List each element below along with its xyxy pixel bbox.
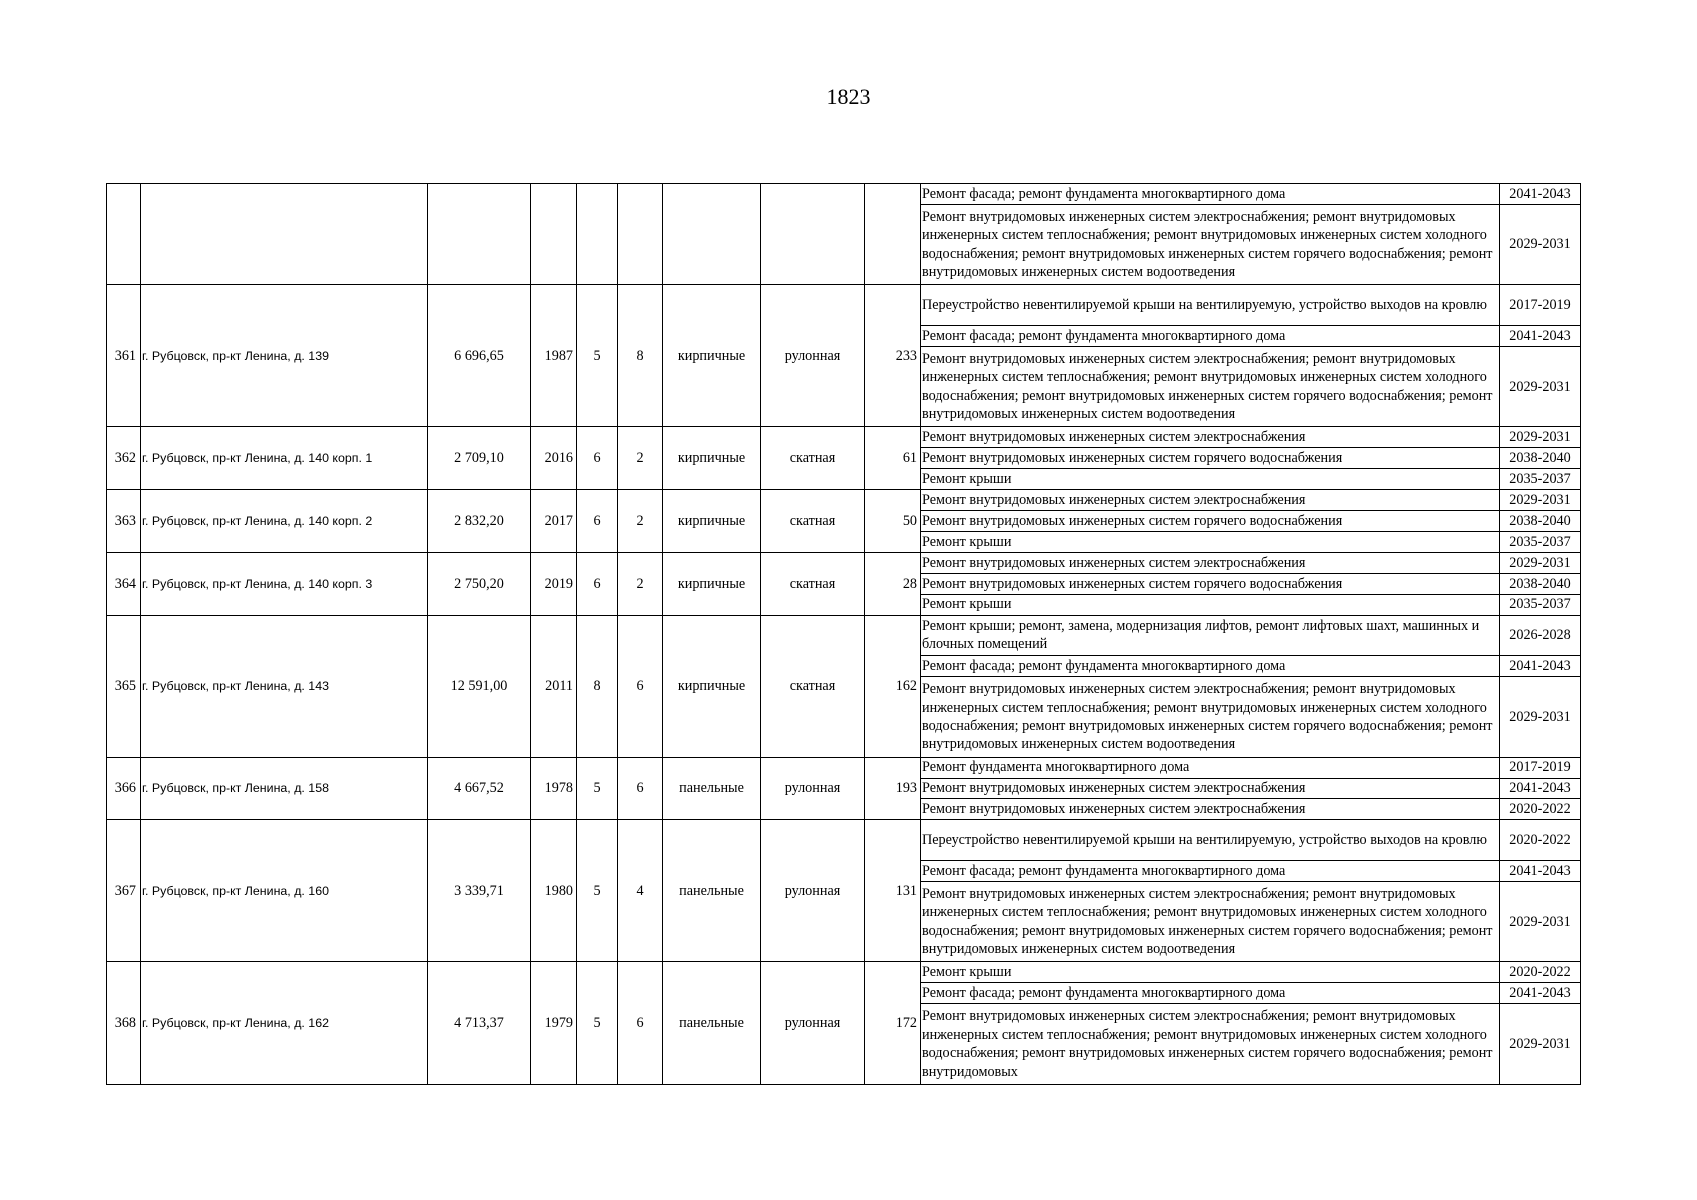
row-number xyxy=(107,184,141,285)
work-description: Ремонт фасада; ремонт фундамента многоквартирного дома xyxy=(921,656,1500,677)
entrances-cell: 6 xyxy=(618,615,663,757)
page-number: 1823 xyxy=(826,84,871,109)
table-row xyxy=(107,552,1581,573)
floors-cell: 6 xyxy=(577,427,618,490)
work-description: Ремонт внутридомовых инженерных систем электроснабжения; ремонт внутридомовых инженерных систем теплоснабжения; ремонт внутридомовых инженерных систем холодного водоснабжения; ремонт внутридомовых инженерных систем горячего водоснабжения; ремонт внутридомовых инженерных систем водоотведения xyxy=(921,346,1500,426)
work-period: 2029-2031 xyxy=(1500,552,1581,573)
work-period: 2041-2043 xyxy=(1500,778,1581,799)
work-period: 2035-2037 xyxy=(1500,469,1581,490)
year-cell: 1987 xyxy=(531,285,577,427)
year-cell: 2019 xyxy=(531,552,577,615)
work-period: 2017-2019 xyxy=(1500,757,1581,778)
roof-cell: рулонная xyxy=(761,757,865,820)
address-cell: г. Рубцовск, пр-кт Ленина, д. 139 xyxy=(141,285,428,427)
table-row xyxy=(107,615,1581,656)
year-cell: 1980 xyxy=(531,820,577,962)
work-description: Ремонт внутридомовых инженерных систем горячего водоснабжения xyxy=(921,511,1500,532)
area-cell: 2 750,20 xyxy=(428,552,531,615)
walls-cell: панельные xyxy=(663,820,761,962)
work-period: 2035-2037 xyxy=(1500,531,1581,552)
work-description: Ремонт крыши xyxy=(921,594,1500,615)
work-period: 2038-2040 xyxy=(1500,511,1581,532)
row-number: 367 xyxy=(107,820,141,962)
roof-cell: рулонная xyxy=(761,285,865,427)
residents-cell: 50 xyxy=(865,490,921,553)
walls-cell: кирпичные xyxy=(663,552,761,615)
residents-cell: 172 xyxy=(865,962,921,1085)
work-period: 2029-2031 xyxy=(1500,882,1581,962)
table-row xyxy=(107,962,1581,983)
work-description: Ремонт фундамента многоквартирного дома xyxy=(921,757,1500,778)
table-row xyxy=(107,820,1581,861)
work-description: Переустройство невентилируемой крыши на вентилируемую, устройство выходов на кровлю xyxy=(921,285,1500,326)
roof-cell xyxy=(761,184,865,285)
floors-cell: 6 xyxy=(577,490,618,553)
work-period: 2026-2028 xyxy=(1500,615,1581,656)
work-description: Ремонт внутридомовых инженерных систем электроснабжения xyxy=(921,552,1500,573)
work-description: Ремонт крыши xyxy=(921,962,1500,983)
work-period: 2041-2043 xyxy=(1500,184,1581,205)
work-description: Ремонт крыши xyxy=(921,469,1500,490)
work-description: Ремонт внутридомовых инженерных систем электроснабжения xyxy=(921,427,1500,448)
address-cell: г. Рубцовск, пр-кт Ленина, д. 158 xyxy=(141,757,428,820)
roof-cell: скатная xyxy=(761,552,865,615)
work-period: 2020-2022 xyxy=(1500,962,1581,983)
row-number: 361 xyxy=(107,285,141,427)
table-row xyxy=(107,427,1581,448)
year-cell: 2011 xyxy=(531,615,577,757)
work-period: 2029-2031 xyxy=(1500,204,1581,284)
work-description: Ремонт внутридомовых инженерных систем электроснабжения; ремонт внутридомовых инженерных систем теплоснабжения; ремонт внутридомовых инженерных систем холодного водоснабжения; ремонт внутридомовых инженерных систем горячего водоснабжения; ремонт внутридомовых xyxy=(921,1004,1500,1085)
entrances-cell: 6 xyxy=(618,962,663,1085)
row-number: 365 xyxy=(107,615,141,757)
residents-cell: 162 xyxy=(865,615,921,757)
entrances-cell: 8 xyxy=(618,285,663,427)
floors-cell xyxy=(577,184,618,285)
table-row xyxy=(107,184,1581,205)
area-cell: 4 713,37 xyxy=(428,962,531,1085)
roof-cell: рулонная xyxy=(761,962,865,1085)
work-description: Ремонт внутридомовых инженерных систем электроснабжения; ремонт внутридомовых инженерных систем теплоснабжения; ремонт внутридомовых инженерных систем холодного водоснабжения; ремонт внутридомовых инженерных систем горячего водоснабжения; ремонт внутридомовых инженерных систем водоотведения xyxy=(921,677,1500,757)
walls-cell xyxy=(663,184,761,285)
area-cell: 4 667,52 xyxy=(428,757,531,820)
residents-cell: 61 xyxy=(865,427,921,490)
residents-cell: 193 xyxy=(865,757,921,820)
year-cell: 2016 xyxy=(531,427,577,490)
work-description: Ремонт внутридомовых инженерных систем электроснабжения xyxy=(921,490,1500,511)
row-number: 362 xyxy=(107,427,141,490)
work-period: 2035-2037 xyxy=(1500,594,1581,615)
row-number: 368 xyxy=(107,962,141,1085)
area-cell: 6 696,65 xyxy=(428,285,531,427)
residents-cell: 28 xyxy=(865,552,921,615)
residents-cell xyxy=(865,184,921,285)
row-number: 363 xyxy=(107,490,141,553)
address-cell: г. Рубцовск, пр-кт Ленина, д. 140 корп. 3 xyxy=(141,552,428,615)
table-row xyxy=(107,285,1581,326)
year-cell: 1978 xyxy=(531,757,577,820)
work-description: Ремонт крыши xyxy=(921,531,1500,552)
work-period: 2041-2043 xyxy=(1500,656,1581,677)
entrances-cell: 2 xyxy=(618,427,663,490)
floors-cell: 5 xyxy=(577,820,618,962)
work-period: 2029-2031 xyxy=(1500,677,1581,757)
work-period: 2041-2043 xyxy=(1500,326,1581,347)
entrances-cell xyxy=(618,184,663,285)
address-cell: г. Рубцовск, пр-кт Ленина, д. 143 xyxy=(141,615,428,757)
entrances-cell: 6 xyxy=(618,757,663,820)
work-period: 2029-2031 xyxy=(1500,346,1581,426)
address-cell: г. Рубцовск, пр-кт Ленина, д. 160 xyxy=(141,820,428,962)
work-description: Ремонт фасада; ремонт фундамента многоквартирного дома xyxy=(921,983,1500,1004)
floors-cell: 8 xyxy=(577,615,618,757)
work-period: 2029-2031 xyxy=(1500,490,1581,511)
work-description: Ремонт крыши; ремонт, замена, модернизация лифтов, ремонт лифтовых шахт, машинных и блочных помещений xyxy=(921,615,1500,656)
row-number: 366 xyxy=(107,757,141,820)
walls-cell: панельные xyxy=(663,962,761,1085)
entrances-cell: 2 xyxy=(618,552,663,615)
year-cell xyxy=(531,184,577,285)
walls-cell: кирпичные xyxy=(663,285,761,427)
work-period: 2041-2043 xyxy=(1500,983,1581,1004)
work-description: Ремонт фасада; ремонт фундамента многоквартирного дома xyxy=(921,861,1500,882)
address-cell: г. Рубцовск, пр-кт Ленина, д. 162 xyxy=(141,962,428,1085)
walls-cell: кирпичные xyxy=(663,615,761,757)
work-description: Ремонт внутридомовых инженерных систем электроснабжения xyxy=(921,799,1500,820)
address-cell: г. Рубцовск, пр-кт Ленина, д. 140 корп. 2 xyxy=(141,490,428,553)
residents-cell: 131 xyxy=(865,820,921,962)
work-period: 2038-2040 xyxy=(1500,573,1581,594)
work-period: 2017-2019 xyxy=(1500,285,1581,326)
work-description: Ремонт внутридомовых инженерных систем электроснабжения xyxy=(921,778,1500,799)
area-cell: 2 709,10 xyxy=(428,427,531,490)
work-period: 2041-2043 xyxy=(1500,861,1581,882)
housing-repair-table xyxy=(106,183,1581,1085)
work-period: 2020-2022 xyxy=(1500,820,1581,861)
address-cell xyxy=(141,184,428,285)
work-description: Ремонт фасада; ремонт фундамента многоквартирного дома xyxy=(921,326,1500,347)
area-cell: 3 339,71 xyxy=(428,820,531,962)
row-number: 364 xyxy=(107,552,141,615)
work-period: 2020-2022 xyxy=(1500,799,1581,820)
work-description: Ремонт внутридомовых инженерных систем электроснабжения; ремонт внутридомовых инженерных систем теплоснабжения; ремонт внутридомовых инженерных систем холодного водоснабжения; ремонт внутридомовых инженерных систем горячего водоснабжения; ремонт внутридомовых инженерных систем водоотведения xyxy=(921,204,1500,284)
entrances-cell: 4 xyxy=(618,820,663,962)
floors-cell: 5 xyxy=(577,962,618,1085)
floors-cell: 5 xyxy=(577,285,618,427)
roof-cell: скатная xyxy=(761,615,865,757)
walls-cell: кирпичные xyxy=(663,490,761,553)
floors-cell: 5 xyxy=(577,757,618,820)
roof-cell: рулонная xyxy=(761,820,865,962)
walls-cell: панельные xyxy=(663,757,761,820)
work-description: Ремонт внутридомовых инженерных систем электроснабжения; ремонт внутридомовых инженерных систем теплоснабжения; ремонт внутридомовых инженерных систем холодного водоснабжения; ремонт внутридомовых инженерных систем горячего водоснабжения; ремонт внутридомовых инженерных систем водоотведения xyxy=(921,882,1500,962)
work-period: 2029-2031 xyxy=(1500,427,1581,448)
table-row xyxy=(107,490,1581,511)
area-cell xyxy=(428,184,531,285)
area-cell: 12 591,00 xyxy=(428,615,531,757)
floors-cell: 6 xyxy=(577,552,618,615)
work-description: Ремонт внутридомовых инженерных систем горячего водоснабжения xyxy=(921,573,1500,594)
work-description: Ремонт фасада; ремонт фундамента многоквартирного дома xyxy=(921,184,1500,205)
walls-cell: кирпичные xyxy=(663,427,761,490)
work-description: Ремонт внутридомовых инженерных систем горячего водоснабжения xyxy=(921,448,1500,469)
year-cell: 2017 xyxy=(531,490,577,553)
work-description: Переустройство невентилируемой крыши на вентилируемую, устройство выходов на кровлю xyxy=(921,820,1500,861)
address-cell: г. Рубцовск, пр-кт Ленина, д. 140 корп. 1 xyxy=(141,427,428,490)
year-cell: 1979 xyxy=(531,962,577,1085)
entrances-cell: 2 xyxy=(618,490,663,553)
table-row xyxy=(107,757,1581,778)
residents-cell: 233 xyxy=(865,285,921,427)
roof-cell: скатная xyxy=(761,427,865,490)
work-period: 2029-2031 xyxy=(1500,1004,1581,1085)
area-cell: 2 832,20 xyxy=(428,490,531,553)
roof-cell: скатная xyxy=(761,490,865,553)
work-period: 2038-2040 xyxy=(1500,448,1581,469)
